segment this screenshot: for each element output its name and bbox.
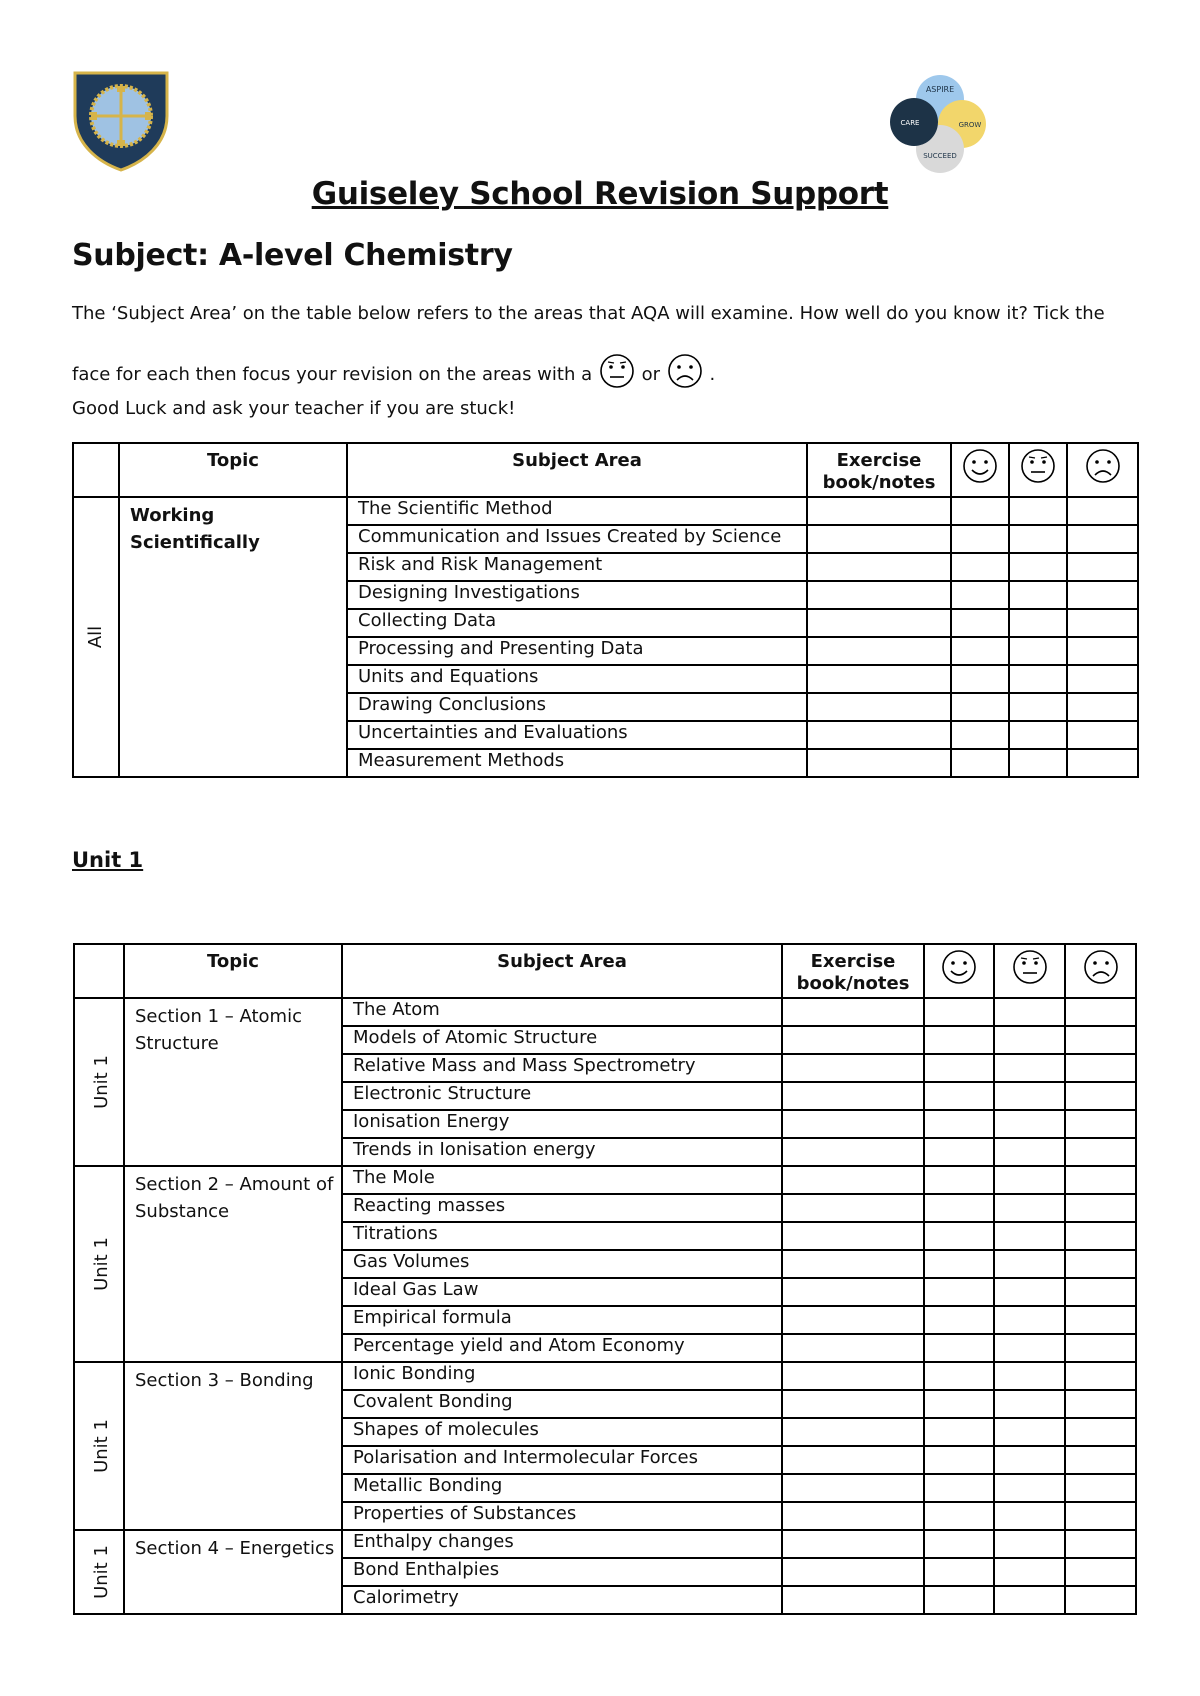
neutral-tick-cell[interactable] xyxy=(994,1334,1065,1362)
table-row xyxy=(73,497,1138,525)
subject-area-cell: Bond Enthalpies xyxy=(342,1558,782,1586)
exercise-cell[interactable] xyxy=(807,525,951,553)
header-exercise-line1: Exercise xyxy=(836,450,922,471)
exercise-cell[interactable] xyxy=(807,497,951,525)
happy-tick-cell[interactable] xyxy=(924,1082,994,1110)
sad-face-icon xyxy=(666,352,704,390)
topic-cell: Working Scientifically xyxy=(119,497,347,777)
header-topic: Topic xyxy=(124,944,342,998)
exercise-cell[interactable] xyxy=(807,581,951,609)
logo-word-care: CARE xyxy=(900,119,920,127)
subject-area-cell: The Atom xyxy=(342,998,782,1026)
neutral-tick-cell[interactable] xyxy=(1009,525,1067,553)
neutral-tick-cell[interactable] xyxy=(1009,749,1067,777)
happy-tick-cell[interactable] xyxy=(924,1502,994,1530)
happy-tick-cell[interactable] xyxy=(951,749,1009,777)
happy-tick-cell[interactable] xyxy=(924,1194,994,1222)
header-exercise xyxy=(782,944,924,998)
neutral-tick-cell[interactable] xyxy=(994,1474,1065,1502)
header-happy xyxy=(924,944,994,998)
exercise-cell[interactable] xyxy=(782,1082,924,1110)
neutral-tick-cell[interactable] xyxy=(994,1418,1065,1446)
sad-tick-cell[interactable] xyxy=(1067,637,1138,665)
side-label-cell xyxy=(74,1166,124,1362)
side-label: Unit 1 xyxy=(90,1237,112,1291)
neutral-tick-cell[interactable] xyxy=(994,1194,1065,1222)
neutral-tick-cell[interactable] xyxy=(994,998,1065,1026)
unit-heading: Unit 1 xyxy=(72,848,144,872)
subject-area-cell: Empirical formula xyxy=(342,1306,782,1334)
neutral-tick-cell[interactable] xyxy=(1009,721,1067,749)
sad-tick-cell[interactable] xyxy=(1067,581,1138,609)
neutral-tick-cell[interactable] xyxy=(994,1054,1065,1082)
sad-tick-cell[interactable] xyxy=(1065,1530,1136,1558)
side-label: All xyxy=(84,625,106,649)
subject-area-cell: Gas Volumes xyxy=(342,1250,782,1278)
happy-tick-cell[interactable] xyxy=(924,1418,994,1446)
exercise-cell[interactable] xyxy=(782,1390,924,1418)
subject-area-cell: The Scientific Method xyxy=(347,497,807,525)
sad-tick-cell[interactable] xyxy=(1065,1306,1136,1334)
neutral-tick-cell[interactable] xyxy=(994,1362,1065,1390)
subject-area-cell: Drawing Conclusions xyxy=(347,693,807,721)
sad-tick-cell[interactable] xyxy=(1065,1558,1136,1586)
sad-tick-cell[interactable] xyxy=(1065,1586,1136,1614)
subject-area-cell: Ideal Gas Law xyxy=(342,1278,782,1306)
sad-tick-cell[interactable] xyxy=(1067,525,1138,553)
happy-tick-cell[interactable] xyxy=(924,1586,994,1614)
subject-area-cell: Ionisation Energy xyxy=(342,1110,782,1138)
header-neutral xyxy=(994,944,1065,998)
exercise-cell[interactable] xyxy=(807,693,951,721)
sad-tick-cell[interactable] xyxy=(1065,1222,1136,1250)
neutral-tick-cell[interactable] xyxy=(994,1306,1065,1334)
sad-tick-cell[interactable] xyxy=(1065,1362,1136,1390)
table-row xyxy=(74,1362,1136,1390)
header-neutral xyxy=(1009,443,1067,497)
sad-tick-cell[interactable] xyxy=(1067,553,1138,581)
happy-tick-cell[interactable] xyxy=(924,1530,994,1558)
unit-1-table xyxy=(73,943,1137,1615)
header-topic: Topic xyxy=(119,443,347,497)
subject-area-cell: Units and Equations xyxy=(347,665,807,693)
header-blank-cell xyxy=(74,944,124,998)
subject-area-cell: Enthalpy changes xyxy=(342,1530,782,1558)
subject-area-cell: Relative Mass and Mass Spectrometry xyxy=(342,1054,782,1082)
subject-area-cell: Calorimetry xyxy=(342,1586,782,1614)
sad-tick-cell[interactable] xyxy=(1067,665,1138,693)
neutral-tick-cell[interactable] xyxy=(1009,553,1067,581)
exercise-cell[interactable] xyxy=(782,1446,924,1474)
happy-face-icon xyxy=(940,948,978,986)
side-label: Unit 1 xyxy=(90,1545,112,1599)
sad-tick-cell[interactable] xyxy=(1065,1390,1136,1418)
logo-word-aspire: ASPIRE xyxy=(925,85,955,94)
header-exercise-line2: book/notes xyxy=(796,973,910,994)
sad-tick-cell[interactable] xyxy=(1065,998,1136,1026)
neutral-tick-cell[interactable] xyxy=(1009,609,1067,637)
exercise-cell[interactable] xyxy=(807,553,951,581)
sad-tick-cell[interactable] xyxy=(1065,1446,1136,1474)
sad-tick-cell[interactable] xyxy=(1065,1278,1136,1306)
neutral-tick-cell[interactable] xyxy=(994,1390,1065,1418)
intro-or: or xyxy=(641,364,660,385)
table-row xyxy=(74,1166,1136,1194)
happy-tick-cell[interactable] xyxy=(924,1222,994,1250)
header-happy xyxy=(951,443,1009,497)
neutral-tick-cell[interactable] xyxy=(994,1446,1065,1474)
intro-line-3: Good Luck and ask your teacher if you are stuck! xyxy=(72,398,516,419)
sad-tick-cell[interactable] xyxy=(1065,1474,1136,1502)
intro-period: . xyxy=(709,364,716,385)
sad-tick-cell[interactable] xyxy=(1065,1138,1136,1166)
exercise-cell[interactable] xyxy=(782,1110,924,1138)
sad-tick-cell[interactable] xyxy=(1067,609,1138,637)
page-title: Guiseley School Revision Support xyxy=(311,176,889,212)
neutral-tick-cell[interactable] xyxy=(1009,665,1067,693)
happy-tick-cell[interactable] xyxy=(924,1250,994,1278)
table-row xyxy=(74,998,1136,1026)
subject-area-cell: Reacting masses xyxy=(342,1194,782,1222)
sad-tick-cell[interactable] xyxy=(1065,1026,1136,1054)
neutral-tick-cell[interactable] xyxy=(1009,581,1067,609)
happy-tick-cell[interactable] xyxy=(924,998,994,1026)
exercise-cell[interactable] xyxy=(782,1334,924,1362)
happy-tick-cell[interactable] xyxy=(924,1334,994,1362)
exercise-cell[interactable] xyxy=(807,721,951,749)
side-label: Unit 1 xyxy=(90,1055,112,1109)
happy-tick-cell[interactable] xyxy=(924,1474,994,1502)
logo-word-grow: GROW xyxy=(958,121,982,129)
sad-face-icon xyxy=(1082,948,1120,986)
table-row xyxy=(74,1530,1136,1558)
neutral-tick-cell[interactable] xyxy=(1009,693,1067,721)
happy-tick-cell[interactable] xyxy=(951,637,1009,665)
subject-area-cell: Collecting Data xyxy=(347,609,807,637)
neutral-face-icon xyxy=(1011,948,1049,986)
neutral-tick-cell[interactable] xyxy=(994,1026,1065,1054)
exercise-cell[interactable] xyxy=(807,637,951,665)
subject-area-cell: The Mole xyxy=(342,1166,782,1194)
neutral-tick-cell[interactable] xyxy=(994,1278,1065,1306)
subject-area-cell: Shapes of molecules xyxy=(342,1418,782,1446)
exercise-cell[interactable] xyxy=(782,1250,924,1278)
happy-tick-cell[interactable] xyxy=(951,693,1009,721)
sad-tick-cell[interactable] xyxy=(1067,721,1138,749)
crest-icon xyxy=(72,70,170,172)
neutral-tick-cell[interactable] xyxy=(994,1530,1065,1558)
sad-tick-cell[interactable] xyxy=(1065,1082,1136,1110)
sad-tick-cell[interactable] xyxy=(1065,1166,1136,1194)
header-exercise-line2: book/notes xyxy=(822,472,936,493)
header-subject-area: Subject Area xyxy=(342,944,782,998)
happy-tick-cell[interactable] xyxy=(924,1166,994,1194)
exercise-cell[interactable] xyxy=(782,1474,924,1502)
values-logo xyxy=(888,72,992,176)
exercise-cell[interactable] xyxy=(782,998,924,1026)
header-blank-cell xyxy=(73,443,119,497)
neutral-tick-cell[interactable] xyxy=(994,1250,1065,1278)
subject-area-cell: Trends in Ionisation energy xyxy=(342,1138,782,1166)
subject-area-cell: Metallic Bonding xyxy=(342,1474,782,1502)
exercise-cell[interactable] xyxy=(782,1502,924,1530)
subject-area-cell: Covalent Bonding xyxy=(342,1390,782,1418)
sad-tick-cell[interactable] xyxy=(1067,749,1138,777)
header-exercise xyxy=(807,443,951,497)
neutral-tick-cell[interactable] xyxy=(994,1558,1065,1586)
neutral-tick-cell[interactable] xyxy=(994,1082,1065,1110)
exercise-cell[interactable] xyxy=(782,1418,924,1446)
exercise-cell[interactable] xyxy=(782,1054,924,1082)
neutral-tick-cell[interactable] xyxy=(994,1222,1065,1250)
exercise-cell[interactable] xyxy=(782,1586,924,1614)
happy-tick-cell[interactable] xyxy=(951,721,1009,749)
subject-area-cell: Ionic Bonding xyxy=(342,1362,782,1390)
sad-tick-cell[interactable] xyxy=(1065,1502,1136,1530)
sad-tick-cell[interactable] xyxy=(1065,1418,1136,1446)
side-label-cell xyxy=(73,497,119,777)
subject-heading: Subject: A-level Chemistry xyxy=(72,238,513,273)
sad-tick-cell[interactable] xyxy=(1067,497,1138,525)
logo-word-succeed: SUCCEED xyxy=(923,152,957,160)
happy-tick-cell[interactable] xyxy=(951,609,1009,637)
subject-area-cell: Communication and Issues Created by Science xyxy=(347,525,807,553)
happy-tick-cell[interactable] xyxy=(924,1390,994,1418)
exercise-cell[interactable] xyxy=(782,1138,924,1166)
side-label-cell xyxy=(74,1530,124,1614)
exercise-cell[interactable] xyxy=(807,749,951,777)
subject-area-cell: Designing Investigations xyxy=(347,581,807,609)
happy-tick-cell[interactable] xyxy=(951,525,1009,553)
exercise-cell[interactable] xyxy=(782,1278,924,1306)
sad-tick-cell[interactable] xyxy=(1065,1194,1136,1222)
neutral-tick-cell[interactable] xyxy=(994,1110,1065,1138)
exercise-cell[interactable] xyxy=(782,1166,924,1194)
side-label: Unit 1 xyxy=(90,1419,112,1473)
neutral-tick-cell[interactable] xyxy=(994,1586,1065,1614)
table-header-row xyxy=(74,944,1136,998)
exercise-cell[interactable] xyxy=(782,1222,924,1250)
happy-face-icon xyxy=(961,447,999,485)
subject-area-cell: Processing and Presenting Data xyxy=(347,637,807,665)
neutral-tick-cell[interactable] xyxy=(1009,497,1067,525)
exercise-cell[interactable] xyxy=(782,1362,924,1390)
header-sad xyxy=(1065,944,1136,998)
exercise-cell[interactable] xyxy=(807,609,951,637)
happy-tick-cell[interactable] xyxy=(951,665,1009,693)
happy-tick-cell[interactable] xyxy=(924,1026,994,1054)
happy-tick-cell[interactable] xyxy=(924,1306,994,1334)
sad-tick-cell[interactable] xyxy=(1065,1250,1136,1278)
happy-tick-cell[interactable] xyxy=(924,1054,994,1082)
working-scientifically-table xyxy=(72,442,1139,778)
table-header-row xyxy=(73,443,1138,497)
neutral-tick-cell[interactable] xyxy=(1009,637,1067,665)
happy-tick-cell[interactable] xyxy=(924,1278,994,1306)
topic-cell: Section 3 – Bonding xyxy=(124,1362,342,1530)
intro-line-2-text: face for each then focus your revision on the areas with a xyxy=(72,364,598,385)
happy-tick-cell[interactable] xyxy=(924,1110,994,1138)
exercise-cell[interactable] xyxy=(782,1558,924,1586)
header-subject-area: Subject Area xyxy=(347,443,807,497)
subject-area-cell: Risk and Risk Management xyxy=(347,553,807,581)
subject-area-cell: Titrations xyxy=(342,1222,782,1250)
side-label-cell xyxy=(74,1362,124,1530)
header-exercise-line1: Exercise xyxy=(810,951,896,972)
topic-cell: Section 2 – Amount of Substance xyxy=(124,1166,342,1362)
side-label-cell xyxy=(74,998,124,1166)
neutral-face-icon xyxy=(598,352,636,390)
exercise-cell[interactable] xyxy=(782,1194,924,1222)
intro-line-2 xyxy=(72,352,715,390)
happy-tick-cell[interactable] xyxy=(951,581,1009,609)
exercise-cell[interactable] xyxy=(782,1306,924,1334)
exercise-cell[interactable] xyxy=(782,1530,924,1558)
sad-tick-cell[interactable] xyxy=(1065,1054,1136,1082)
subject-area-cell: Uncertainties and Evaluations xyxy=(347,721,807,749)
subject-area-cell: Measurement Methods xyxy=(347,749,807,777)
neutral-tick-cell[interactable] xyxy=(994,1502,1065,1530)
sad-tick-cell[interactable] xyxy=(1065,1110,1136,1138)
exercise-cell[interactable] xyxy=(807,665,951,693)
subject-area-cell: Electronic Structure xyxy=(342,1082,782,1110)
happy-tick-cell[interactable] xyxy=(951,553,1009,581)
happy-tick-cell[interactable] xyxy=(924,1558,994,1586)
neutral-tick-cell[interactable] xyxy=(994,1138,1065,1166)
exercise-cell[interactable] xyxy=(782,1026,924,1054)
topic-cell: Section 1 – Atomic Structure xyxy=(124,998,342,1166)
neutral-tick-cell[interactable] xyxy=(994,1166,1065,1194)
happy-tick-cell[interactable] xyxy=(924,1446,994,1474)
sad-tick-cell[interactable] xyxy=(1065,1334,1136,1362)
header-sad xyxy=(1067,443,1138,497)
happy-tick-cell[interactable] xyxy=(924,1362,994,1390)
happy-tick-cell[interactable] xyxy=(951,497,1009,525)
topic-cell: Section 4 – Energetics xyxy=(124,1530,342,1614)
neutral-face-icon xyxy=(1019,447,1057,485)
sad-face-icon xyxy=(1084,447,1122,485)
subject-area-cell: Properties of Substances xyxy=(342,1502,782,1530)
intro-line-1: The ‘Subject Area’ on the table below refers to the areas that AQA will examine. How well do you know it? Tick the xyxy=(72,303,1105,324)
subject-area-cell: Percentage yield and Atom Economy xyxy=(342,1334,782,1362)
sad-tick-cell[interactable] xyxy=(1067,693,1138,721)
happy-tick-cell[interactable] xyxy=(924,1138,994,1166)
subject-area-cell: Models of Atomic Structure xyxy=(342,1026,782,1054)
subject-area-cell: Polarisation and Intermolecular Forces xyxy=(342,1446,782,1474)
